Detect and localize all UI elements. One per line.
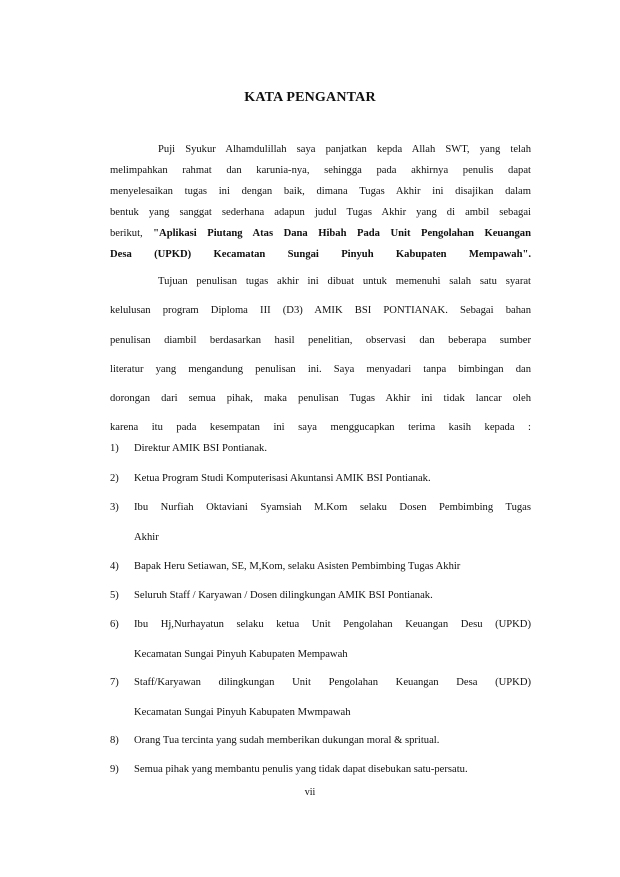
- paragraph-line-title: Desa (UPKD) Kecamatan Sungai Pinyuh Kabupaten Mempawah".: [110, 249, 531, 260]
- list-item: [110, 493, 531, 552]
- paragraph-line: Tujuan penulisan tugas akhir ini dibuat untuk memenuhi salah satu syarat: [158, 276, 531, 287]
- list-number: 3): [110, 502, 119, 513]
- paragraph-line: penulisan diambil berdasarkan hasil penelitian, observasi dan beberapa sumber: [110, 334, 531, 346]
- list-number: 7): [110, 677, 119, 688]
- list-number: 1): [110, 443, 119, 454]
- paragraph-line: karena itu pada kesempatan ini saya menggucapkan terima kasih kepada :: [110, 422, 531, 434]
- page-number: vii: [304, 787, 316, 798]
- list-number: 9): [110, 764, 119, 775]
- paragraph-intro: [110, 139, 531, 265]
- list-text: Ibu Nurfiah Oktaviani Syamsiah M.Kom selaku Dosen Pembimbing Tugas: [134, 502, 531, 513]
- list-text: Direktur AMIK BSI Pontianak.: [134, 443, 268, 454]
- list-number: 2): [110, 473, 119, 484]
- list-item: [110, 434, 531, 464]
- list-text: Ketua Program Studi Komputerisasi Akuntansi AMIK BSI Pontianak.: [134, 473, 431, 484]
- list-item: [110, 552, 531, 582]
- list-item: [110, 726, 531, 756]
- list-text: Akhir: [134, 531, 159, 543]
- list-text: Orang Tua tercinta yang sudah memberikan dukungan moral & spritual.: [134, 735, 440, 746]
- list-number: 5): [110, 590, 119, 601]
- paragraph-line: menyelesaikan tugas ini dengan baik, dimana Tugas Akhir ini disajikan dalam: [110, 186, 531, 197]
- list-item: [110, 610, 531, 669]
- thesis-title-text: "Aplikasi Piutang Atas Dana Hibah Pada Unit Pengolahan Keuangan: [153, 228, 531, 239]
- list-number: 4): [110, 561, 119, 572]
- list-text: Semua pihak yang membantu penulis yang tidak dapat disebukan satu-persatu.: [134, 764, 468, 775]
- list-text: Ibu Hj,Nurhayatun selaku ketua Unit Pengolahan Keuangan Desu (UPKD): [134, 619, 531, 630]
- list-text: Kecamatan Sungai Pinyuh Kabupaten Mwmpawah: [134, 706, 351, 718]
- paragraph-line: dorongan dari semua pihak, maka penulisan Tugas Akhir ini tidak lancar oleh: [110, 393, 531, 405]
- paragraph-purpose: [110, 267, 531, 443]
- list-text: Staff/Karyawan dilingkungan Unit Pengolahan Keuangan Desa (UPKD): [134, 677, 531, 688]
- list-number: 6): [110, 619, 119, 630]
- paragraph-line: Puji Syukur Alhamdulillah saya panjatkan kepda Allah SWT, yang telah: [158, 144, 531, 155]
- list-text: Kecamatan Sungai Pinyuh Kabupaten Mempawah: [134, 648, 348, 660]
- paragraph-line-prefix: berikut,: [110, 228, 154, 239]
- list-item: [110, 464, 531, 494]
- list-item: [110, 581, 531, 611]
- list-text: Bapak Heru Setiawan, SE, M,Kom, selaku Asisten Pembimbing Tugas Akhir: [134, 561, 461, 572]
- paragraph-line: bentuk yang sanggat sederhana adapun judul Tugas Akhir yang di ambil sebagai: [110, 207, 531, 218]
- list-number: 8): [110, 735, 119, 746]
- paragraph-line: kelulusan program Diploma III (D3) AMIK BSI PONTIANAK. Sebagai bahan: [110, 305, 531, 317]
- paragraph-line: literatur yang mengandung penulisan ini. Saya menyadari tanpa bimbingan dan: [110, 363, 531, 375]
- list-item: [110, 668, 531, 727]
- list-item: [110, 755, 531, 785]
- paragraph-line: melimpahkan rahmat dan karunia-nya, sehingga pada akhirnya penulis dapat: [110, 165, 531, 176]
- list-text: Seluruh Staff / Karyawan / Dosen dilingkungan AMIK BSI Pontianak.: [134, 590, 433, 601]
- paragraph-line-title: [110, 223, 531, 244]
- page-title: KATA PENGANTAR: [244, 90, 376, 105]
